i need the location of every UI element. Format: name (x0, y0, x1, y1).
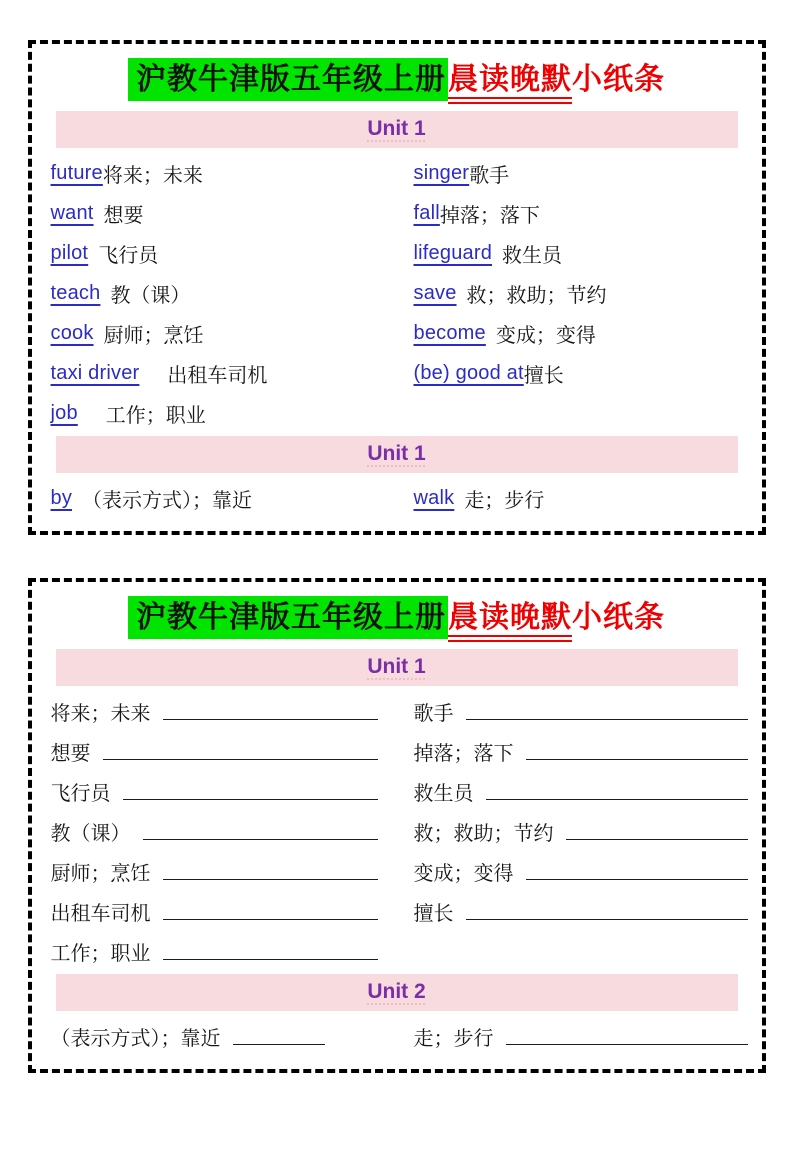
answer-blank-line (163, 704, 378, 720)
dictation-row (414, 892, 752, 932)
sheet-title (32, 596, 762, 640)
answer-blank-line (526, 744, 748, 760)
dictation-column-right (414, 1015, 752, 1059)
english-word: become (413, 322, 486, 344)
chinese-meaning: 出租车司机 (50, 903, 151, 925)
chinese-meaning: 变成；变得 (495, 325, 596, 347)
chinese-meaning: 教（课） (110, 285, 191, 307)
answer-blank-line (103, 744, 378, 760)
word-row (51, 314, 414, 354)
chinese-meaning: 变成；变得 (413, 863, 514, 885)
chinese-meaning: 救生员 (413, 783, 474, 805)
chinese-meaning: 救；救助；节约 (413, 823, 554, 845)
dictation-card-with-blanks (28, 578, 766, 1073)
chinese-meaning: 工作；职业 (105, 405, 206, 427)
dictation-row (51, 892, 414, 932)
english-word: save (413, 282, 457, 304)
dictation-row (51, 1015, 414, 1059)
answer-blank-line (566, 824, 748, 840)
english-word: job (50, 402, 78, 424)
title-red-underlined-text: 晨读晚默 (448, 63, 572, 104)
vocab-column-right (414, 154, 752, 434)
answer-blank-line (233, 1029, 325, 1045)
word-row (414, 354, 752, 394)
dictation-column-left (51, 692, 414, 972)
chinese-meaning: 将来；未来 (102, 165, 203, 187)
title-red-text: 小纸条 (572, 601, 665, 634)
chinese-meaning: 出租车司机 (167, 365, 268, 387)
dictation-row (51, 852, 414, 892)
word-row (51, 354, 414, 394)
english-word: cook (50, 322, 94, 344)
chinese-meaning: 厨师；烹饪 (50, 863, 151, 885)
answer-blank-line (123, 784, 378, 800)
dictation-row (414, 772, 752, 812)
dictation-column-left (51, 1015, 414, 1059)
answer-blank-line (163, 904, 378, 920)
chinese-meaning: 擅长 (523, 365, 564, 387)
answer-blank-line (466, 704, 748, 720)
chinese-meaning: （表示方式）；靠近 (50, 1028, 221, 1050)
answer-blank-line (466, 904, 748, 920)
title-highlighted-text: 沪教牛津版五年级上册 (128, 58, 448, 101)
chinese-meaning: 走；步行 (413, 1028, 494, 1050)
dictation-row (51, 772, 414, 812)
sheet-title (32, 58, 762, 102)
word-row (414, 234, 752, 274)
dictation-row (414, 692, 752, 732)
english-word: (be) good at (413, 362, 524, 384)
unit-header-bar (56, 974, 738, 1011)
english-word: by (50, 487, 73, 509)
word-row (51, 154, 414, 194)
chinese-meaning: 教（课） (50, 823, 131, 845)
chinese-meaning: 救；救助；节约 (466, 285, 607, 307)
english-word: want (50, 202, 94, 224)
answer-blank-line (486, 784, 748, 800)
chinese-meaning: 将来；未来 (50, 703, 151, 725)
dictation-row (51, 732, 414, 772)
dictation-row (414, 852, 752, 892)
answer-blank-line (506, 1029, 748, 1045)
vocab-column-right (414, 477, 752, 521)
chinese-meaning: 飞行员 (98, 245, 159, 267)
word-row (51, 274, 414, 314)
dictation-row (414, 732, 752, 772)
vocab-column-left (51, 154, 414, 434)
chinese-meaning: 想要 (103, 205, 144, 227)
dictation-row (414, 1015, 752, 1059)
chinese-meaning: 走；步行 (464, 490, 545, 512)
title-highlighted-text: 沪教牛津版五年级上册 (128, 596, 448, 639)
chinese-meaning: （表示方式）；靠近 (82, 490, 253, 512)
answer-blank-line (163, 864, 378, 880)
chinese-meaning: 擅长 (413, 903, 454, 925)
vocab-card-with-answers (28, 40, 766, 535)
chinese-meaning: 歌手 (469, 165, 510, 187)
chinese-meaning: 想要 (50, 743, 91, 765)
dictation-row (414, 812, 752, 852)
title-red-text: 小纸条 (572, 63, 665, 96)
answer-blank-line (526, 864, 748, 880)
unit-label: Unit 1 (367, 117, 426, 140)
english-word: taxi driver (50, 362, 140, 384)
word-row (414, 154, 752, 194)
dictation-column-right (414, 692, 752, 972)
unit-header-bar (56, 436, 738, 473)
chinese-meaning: 掉落；落下 (413, 743, 514, 765)
dictation-columns (32, 1011, 762, 1059)
word-row (51, 477, 414, 521)
word-row (51, 394, 414, 434)
chinese-meaning: 歌手 (413, 703, 454, 725)
dictation-row (51, 932, 414, 972)
english-word: lifeguard (413, 242, 493, 264)
vocab-column-left (51, 477, 414, 521)
vocab-columns (32, 148, 762, 434)
dictation-row (51, 812, 414, 852)
english-word: future (50, 162, 103, 184)
english-word: walk (413, 487, 455, 509)
chinese-meaning: 工作；职业 (50, 943, 151, 965)
dictation-columns (32, 686, 762, 972)
english-word: teach (50, 282, 101, 304)
english-word: pilot (50, 242, 89, 264)
word-row (414, 194, 752, 234)
worksheet-page (0, 40, 793, 1162)
english-word: fall (413, 202, 440, 224)
unit-label: Unit 1 (367, 442, 426, 465)
english-word: singer (413, 162, 470, 184)
dictation-row (51, 692, 414, 732)
word-row (414, 477, 752, 521)
word-row (51, 194, 414, 234)
title-red-underlined-text: 晨读晚默 (448, 601, 572, 642)
chinese-meaning: 救生员 (502, 245, 563, 267)
unit-header-bar (56, 649, 738, 686)
word-row (51, 234, 414, 274)
unit-label: Unit 1 (367, 655, 426, 678)
unit-label: Unit 2 (367, 980, 426, 1003)
word-row (414, 314, 752, 354)
vocab-columns (32, 473, 762, 521)
answer-blank-line (163, 944, 378, 960)
chinese-meaning: 掉落；落下 (439, 205, 540, 227)
answer-blank-line (143, 824, 378, 840)
chinese-meaning: 厨师；烹饪 (103, 325, 204, 347)
word-row (414, 274, 752, 314)
chinese-meaning: 飞行员 (50, 783, 111, 805)
unit-header-bar (56, 111, 738, 148)
